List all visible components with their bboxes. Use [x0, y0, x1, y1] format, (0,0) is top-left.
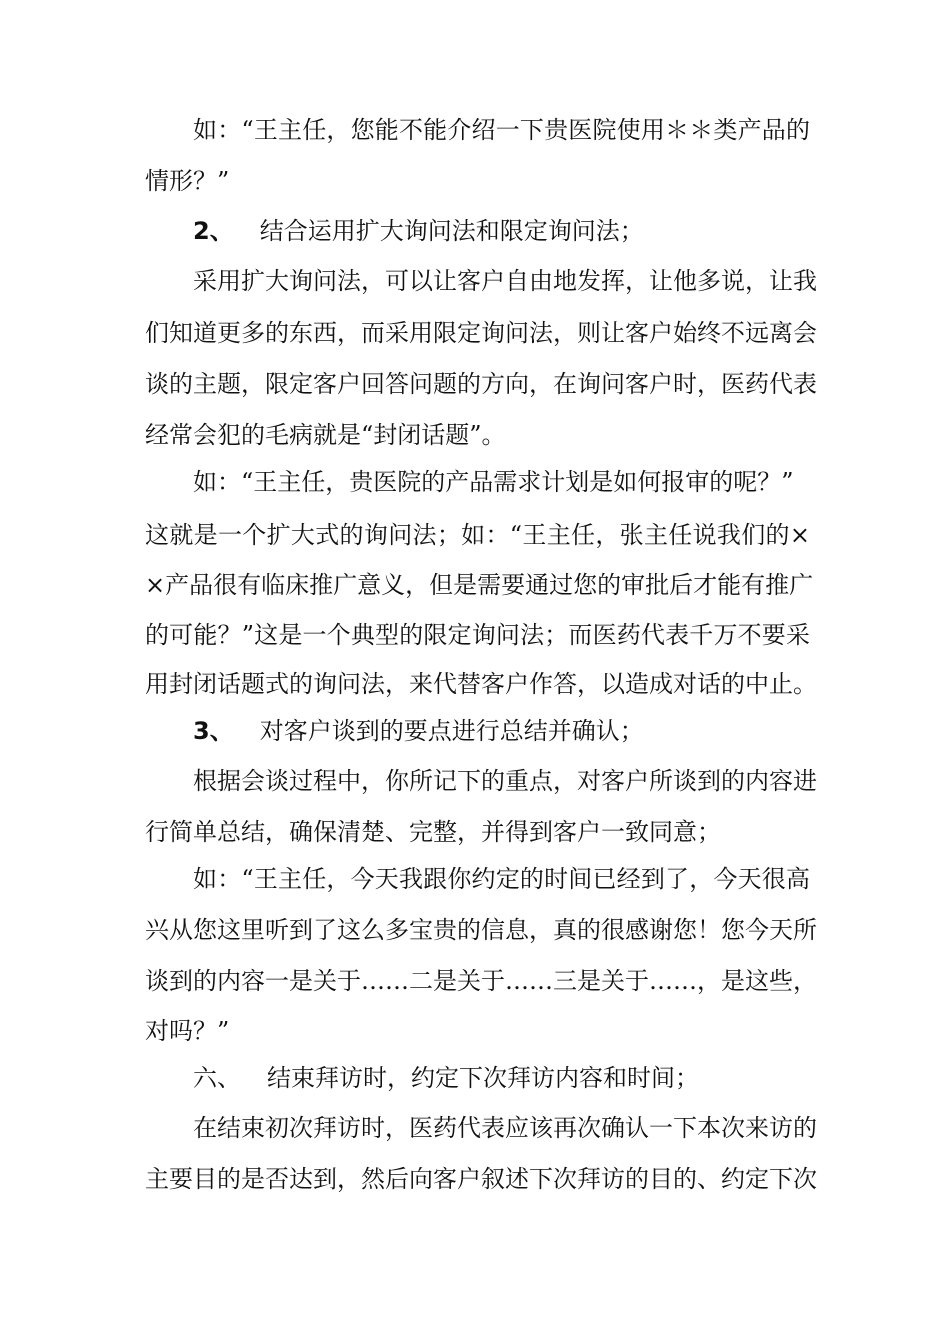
paragraph-line: 们知道更多的东西，而采用限定询问法，则让客户始终不远离会 — [145, 319, 817, 347]
paragraph-line: 在结束初次拜访时，医药代表应该再次确认一下本次来访的 — [193, 1114, 817, 1142]
paragraph-line: 用封闭话题式的询问法，来代替客户作答，以造成对话的中止。 — [145, 670, 817, 698]
heading-text: 结合运用扩大询问法和限定询问法； — [259, 217, 644, 245]
section-heading-2 — [193, 216, 810, 246]
paragraph-line: 谈到的内容一是关于……二是关于……三是关于……，是这些， — [145, 967, 817, 995]
paragraph-line: ×产品很有临床推广意义，但是需要通过您的审批后才能有推广 — [145, 571, 814, 599]
paragraph-line: 主要目的是否达到，然后向客户叙述下次拜访的目的、约定下次 — [145, 1165, 817, 1193]
heading-text: 结束拜访时，约定下次拜访内容和时间； — [267, 1064, 699, 1092]
heading-text: 对客户谈到的要点进行总结并确认； — [259, 717, 644, 745]
heading-number: 六、 — [193, 1064, 241, 1092]
paragraph-line: 兴从您这里听到了这么多宝贵的信息，真的很感谢您！您今天所 — [145, 916, 817, 944]
paragraph-line: 情形？” — [145, 167, 230, 195]
paragraph-line: 谈的主题，限定客户回答问题的方向，在询问客户时，医药代表 — [145, 370, 817, 398]
paragraph-line: 的可能？”这是一个典型的限定询问法；而医药代表千万不要采 — [145, 621, 810, 649]
paragraph-line: 行简单总结，确保清楚、完整，并得到客户一致同意； — [145, 818, 721, 846]
paragraph-line: 对吗？” — [145, 1017, 230, 1045]
paragraph-line: 根据会谈过程中，你所记下的重点，对客户所谈到的内容进 — [193, 767, 817, 795]
heading-number: 2、 — [193, 217, 234, 245]
section-heading-6 — [193, 1063, 810, 1093]
section-heading-3 — [193, 716, 810, 746]
paragraph-line: 这就是一个扩大式的询问法；如：“王主任，张主任说我们的× — [145, 521, 810, 549]
paragraph-line: 如：“王主任，今天我跟你约定的时间已经到了，今天很高 — [193, 865, 810, 893]
paragraph-line: 采用扩大询问法，可以让客户自由地发挥，让他多说，让我 — [193, 267, 817, 295]
heading-number: 3、 — [193, 717, 234, 745]
paragraph-line: 如：“王主任，贵医院的产品需求计划是如何报审的呢？” — [193, 468, 794, 496]
paragraph-line: 如：“王主任，您能不能介绍一下贵医院使用＊＊类产品的 — [193, 116, 810, 144]
paragraph-line: 经常会犯的毛病就是“封闭话题”。 — [145, 421, 506, 449]
